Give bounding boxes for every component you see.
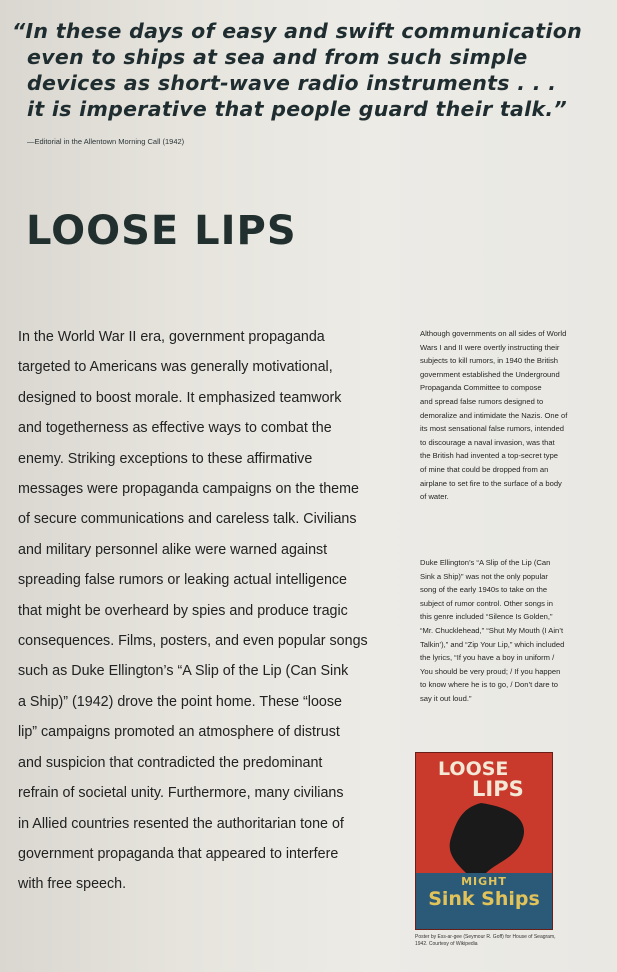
- body-line: designed to boost morale. It emphasized teamwork: [18, 389, 342, 406]
- body-line: enemy. Striking exceptions to these affirmative: [18, 450, 313, 467]
- body-line: such as Duke Ellington’s “A Slip of the Lip (Can Sink: [18, 663, 349, 680]
- main-body-text: [18, 322, 388, 900]
- sidebar-line: song of the early 1940s to take on the: [420, 585, 548, 595]
- sidebar-line: “Mr. Chucklehead,” “Shut My Mouth (I Ain’t: [420, 625, 564, 635]
- poster-word-lips: LIPS: [472, 777, 524, 801]
- sidebar-line: Duke Ellington’s “A Slip of the Lip (Can: [420, 558, 551, 567]
- sidebar-line: to know where he is to go, / Don’t dare to: [420, 680, 559, 690]
- quote-attribution: —Editorial in the Allentown Morning Call (1942): [27, 137, 185, 146]
- sidebar-line: the British had invented a top-secret type: [420, 451, 559, 461]
- sidebar-line: subject of rumor control. Other songs in: [420, 598, 553, 608]
- sidebar-line: Propaganda Committee to compose: [420, 383, 542, 393]
- sidebar-line: government established the Underground: [420, 369, 560, 379]
- sidebar-line: airplane to set fire to the surface of a body: [420, 478, 562, 488]
- sidebar-line: subjects to kill rumors, in 1940 the British: [420, 356, 559, 366]
- quote-line: it is imperative that people guard their talk.”: [27, 97, 568, 121]
- sinking-ship-smoke-graphic: [426, 803, 536, 883]
- sidebar-line: to discourage a naval invasion, was that: [420, 437, 555, 447]
- loose-lips-poster-image: [415, 752, 553, 930]
- sidebar-line: of water.: [420, 492, 449, 502]
- body-line: refrain of societal unity. Furthermore, many civilians: [18, 785, 344, 802]
- sidebar-line: Sink a Ship)” was not the only popular: [420, 571, 548, 581]
- quote-line: devices as short-wave radio instruments . . .: [27, 71, 557, 95]
- sidebar-line: of mine that could be dropped from an: [420, 464, 549, 474]
- sidebar-line: and spread false rumors designed to: [420, 396, 544, 406]
- poster-words-sink-ships: Sink Ships: [428, 888, 540, 910]
- quote-line: even to ships at sea and from such simple: [27, 45, 528, 69]
- page-title: LOOSE LIPS: [26, 208, 297, 254]
- body-line: spreading false rumors or leaking actual intelligence: [18, 572, 348, 589]
- body-line: and military personnel alike were warned against: [18, 541, 328, 558]
- sidebar-line: demoralize and intimidate the Nazis. One of: [420, 410, 568, 420]
- caption-line: 1942. Courtesy of Wikipedia: [415, 941, 478, 947]
- body-line: lip” campaigns promoted an atmosphere of distrust: [18, 724, 340, 741]
- body-line: government propaganda that appeared to interfere: [18, 845, 339, 862]
- sidebar-line: Wars I and II were overtly instructing their: [420, 342, 560, 352]
- body-line: and togetherness as effective ways to combat the: [18, 420, 332, 437]
- pull-quote: [12, 18, 602, 122]
- sidebar-line: Talkin’),” and “Zip Your Lip,” which included: [420, 639, 565, 649]
- caption-line: Poster by Ess-ar-gee (Seymour R. Goff) for House of Seagram,: [415, 934, 556, 940]
- body-line: and suspicion that contradicted the predominant: [18, 754, 323, 771]
- poster-word-loose: LOOSE: [438, 758, 509, 780]
- sidebar-line: Although governments on all sides of World: [420, 329, 567, 338]
- poster-caption: [415, 934, 575, 948]
- quote-line: “In these days of easy and swift communication: [12, 19, 582, 43]
- body-line: targeted to Americans was generally motivational,: [18, 359, 333, 376]
- sidebar-text-ellington: [420, 556, 595, 706]
- body-line: consequences. Films, posters, and even popular songs: [18, 633, 368, 650]
- body-line: In the World War II era, government propaganda: [18, 329, 325, 345]
- sidebar-line: its most sensational false rumors, intended: [420, 424, 564, 434]
- body-line: a Ship)” (1942) drove the point home. These “loose: [18, 693, 342, 710]
- sidebar-text-propaganda-committee: [420, 327, 595, 504]
- body-line: of secure communications and careless talk. Civilians: [18, 511, 357, 528]
- sidebar-line: the lyrics, “If you have a boy in uniform /: [420, 653, 555, 663]
- sidebar-line: say it out loud.”: [420, 693, 472, 703]
- poster-word-might: MIGHT: [461, 875, 507, 888]
- body-line: with free speech.: [18, 876, 127, 893]
- body-line: that might be overheard by spies and produce tragic: [18, 602, 348, 619]
- body-line: in Allied countries resented the authoritarian tone of: [18, 815, 344, 832]
- body-line: messages were propaganda campaigns on the theme: [18, 481, 359, 498]
- poster-headline: [424, 759, 544, 799]
- sidebar-line: this genre included “Silence Is Golden,”: [420, 612, 553, 622]
- sidebar-line: You should be very proud; / If you happen: [420, 666, 561, 676]
